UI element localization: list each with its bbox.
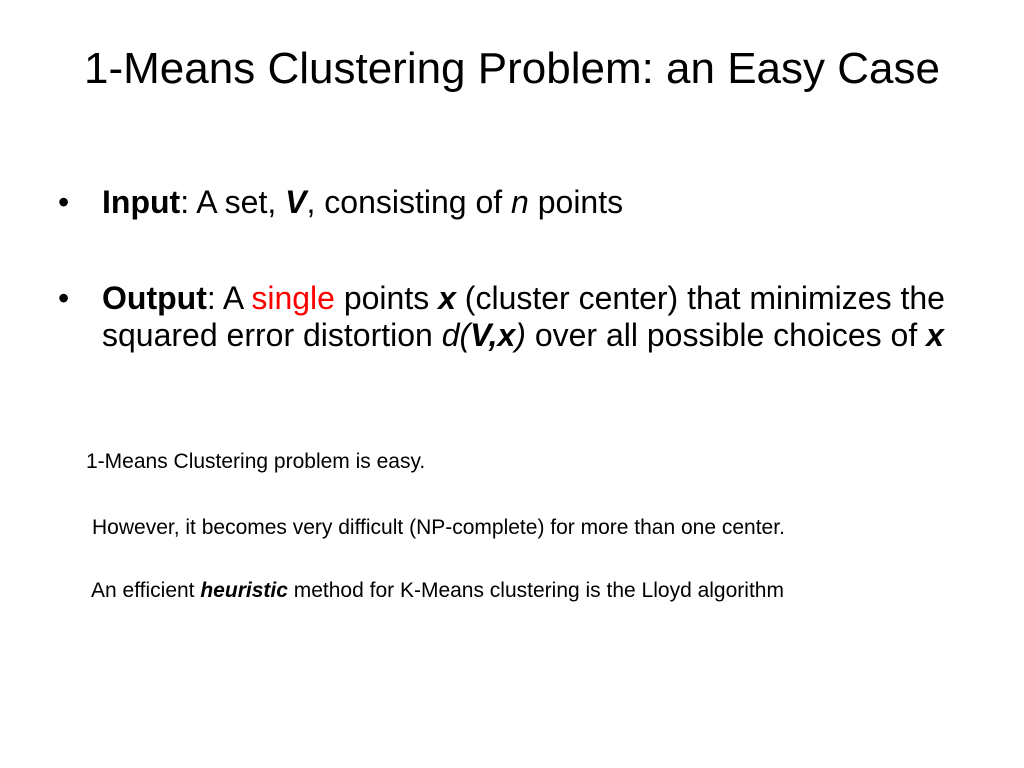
note-lloyd-pre: An efficient [91,579,201,602]
bullet-marker: • [58,184,70,220]
single-highlight: single [251,280,335,316]
slide-title: 1-Means Clustering Problem: an Easy Case [84,44,940,93]
fn-x-variable: x [497,317,516,353]
input-mid: , consisting of [306,184,512,220]
note-lloyd [91,578,784,604]
bullet-output-text [102,280,992,354]
bullet-input-text [102,184,992,221]
x-variable-final: x [926,317,944,353]
note-lloyd-post: method for K-Means clustering is the Lloyd algorithm [287,579,784,602]
output-text-2: (cluster center) that minimizes the squared error distortion [102,280,945,353]
input-end: points [528,184,624,220]
note-np-complete: However, it becomes very difficult (NP-complete) for more than one center. [92,516,785,539]
note-easy: 1-Means Clustering problem is easy. [86,450,426,473]
input-label: Input [102,184,181,220]
bullet-input [58,184,988,224]
heuristic-emphasis: heuristic [200,579,288,602]
bullet-marker: • [58,280,70,316]
set-variable: V [285,184,307,220]
fn-v-variable: V [470,317,489,353]
x-variable: x [438,280,456,316]
fn-comma: , [488,317,498,353]
output-text-3: over all possible choices of [525,317,927,353]
input-sep: : A set, [180,184,286,220]
output-text-1: points [334,280,439,316]
bullet-output [58,280,988,395]
n-variable: n [511,184,529,220]
fn-close: ) [515,317,526,353]
output-sep: : A [206,280,252,316]
fn-open: d( [441,317,471,353]
output-label: Output [102,280,207,316]
